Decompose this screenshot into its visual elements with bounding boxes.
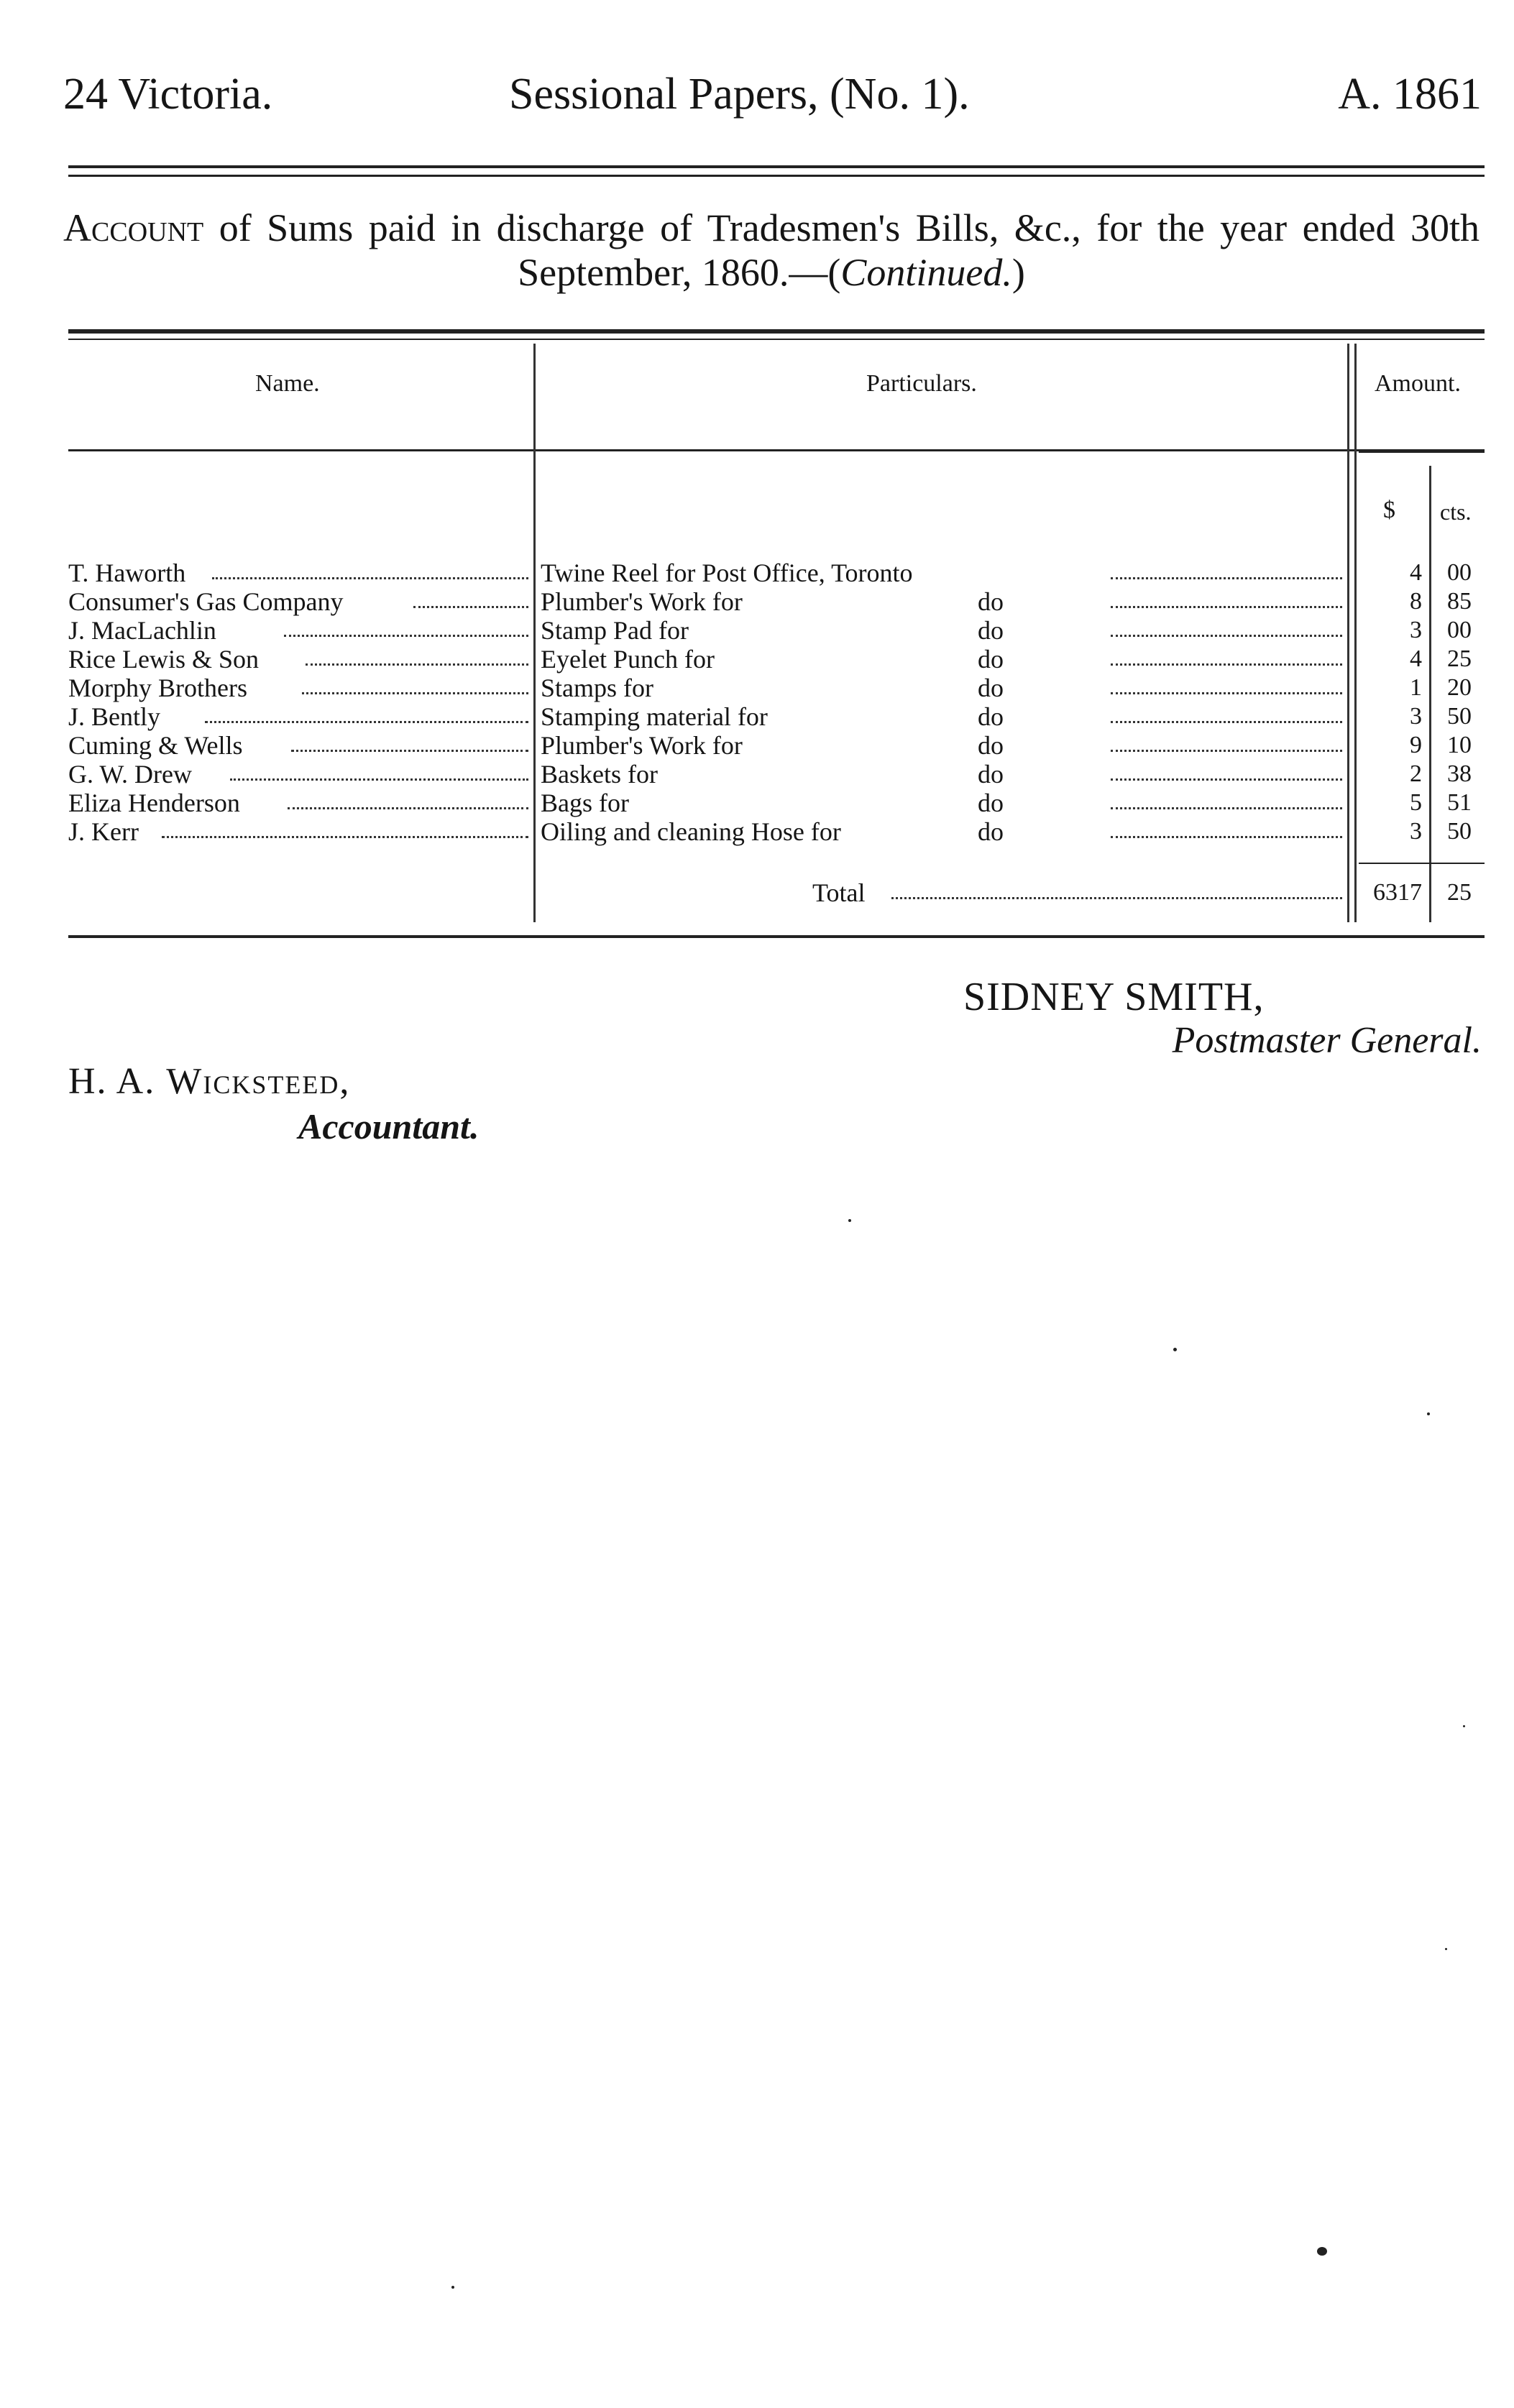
name-leader: [212, 577, 528, 579]
name-leader: [291, 750, 528, 752]
row-particulars: Stamps for: [541, 674, 653, 702]
name-leader: [284, 635, 528, 637]
row-ditto: do: [978, 616, 1004, 645]
row-dollars: 3: [1410, 818, 1422, 845]
row-name: Rice Lewis & Son: [68, 645, 259, 674]
name-leader: [306, 663, 528, 666]
accountant-surname: Wicksteed,: [166, 1061, 351, 1102]
name-leader: [413, 606, 528, 608]
row-dollars: 5: [1410, 789, 1422, 816]
column-divider-particulars: [1347, 344, 1349, 922]
caption-close: ): [1011, 251, 1025, 294]
row-cents: 25: [1447, 645, 1472, 672]
particulars-leader: [1111, 635, 1342, 637]
row-name: J. Kerr: [68, 817, 139, 846]
scan-speck: [848, 1219, 851, 1222]
postmaster-title: Postmaster General.: [1172, 1020, 1482, 1061]
column-header-name: Name.: [255, 370, 320, 397]
scan-speck: [1173, 1348, 1177, 1351]
row-particulars: Stamp Pad for: [541, 616, 689, 645]
row-cents: 10: [1447, 732, 1472, 758]
caption-text: of Sums paid in discharge of Tradesmen's Bills, &c., for the year ended 30th September, 1860.—(: [203, 206, 1479, 294]
column-divider-cents: [1429, 466, 1431, 922]
row-ditto: do: [978, 760, 1004, 789]
row-name: G. W. Drew: [68, 760, 192, 789]
row-cents: 50: [1447, 703, 1472, 730]
row-ditto: do: [978, 731, 1004, 760]
particulars-leader: [1111, 778, 1342, 781]
header-session: 24 Victoria.: [63, 70, 273, 119]
row-ditto: do: [978, 645, 1004, 674]
row-particulars: Oiling and cleaning Hose for: [541, 817, 841, 846]
row-ditto: do: [978, 817, 1004, 846]
particulars-leader: [1111, 577, 1342, 579]
caption-continued: Continued.: [840, 251, 1012, 294]
row-ditto: do: [978, 789, 1004, 817]
total-dollars: 6317: [1373, 879, 1422, 906]
table-rule-top-thin: [68, 339, 1485, 340]
column-header-amount: Amount.: [1375, 370, 1461, 397]
row-particulars: Stamping material for: [541, 702, 768, 731]
row-cents: 20: [1447, 674, 1472, 701]
row-name: T. Haworth: [68, 559, 186, 587]
row-dollars: 2: [1410, 760, 1422, 787]
row-dollars: 4: [1410, 645, 1422, 672]
row-dollars: 1: [1410, 674, 1422, 701]
row-name: J. MacLachlin: [68, 616, 216, 645]
name-leader: [288, 807, 528, 809]
total-leader: [891, 897, 1342, 899]
column-header-cents: cts.: [1440, 499, 1472, 525]
row-cents: 51: [1447, 789, 1472, 816]
column-divider-particulars-2: [1354, 344, 1357, 922]
row-name: Cuming & Wells: [68, 731, 243, 760]
particulars-leader: [1111, 750, 1342, 752]
amount-subheader-rule: [1359, 451, 1485, 453]
row-dollars: 8: [1410, 588, 1422, 615]
row-name: Eliza Henderson: [68, 789, 240, 817]
header-rule-top: [68, 165, 1485, 168]
row-particulars: Bags for: [541, 789, 629, 817]
name-leader: [230, 778, 528, 781]
name-leader: [162, 836, 528, 838]
particulars-leader: [1111, 663, 1342, 666]
total-cents: 25: [1447, 879, 1472, 906]
row-cents: 38: [1447, 760, 1472, 787]
particulars-leader: [1111, 692, 1342, 694]
row-dollars: 4: [1410, 559, 1422, 586]
row-ditto: do: [978, 674, 1004, 702]
row-dollars: 9: [1410, 732, 1422, 758]
total-label: Total: [812, 878, 866, 907]
particulars-leader: [1111, 807, 1342, 809]
scan-speck: [451, 2286, 454, 2289]
row-ditto: do: [978, 587, 1004, 616]
row-name: Morphy Brothers: [68, 674, 247, 702]
column-header-dollars: $: [1383, 497, 1395, 523]
scan-speck: [1445, 1948, 1447, 1950]
header-rule-bottom: [68, 175, 1485, 177]
header-year: A. 1861: [1338, 70, 1482, 119]
row-name: Consumer's Gas Company: [68, 587, 344, 616]
row-cents: 00: [1447, 617, 1472, 643]
particulars-leader: [1111, 606, 1342, 608]
row-dollars: 3: [1410, 703, 1422, 730]
row-cents: 50: [1447, 818, 1472, 845]
accountant-title: Accountant.: [298, 1106, 480, 1146]
row-particulars: Plumber's Work for: [541, 587, 743, 616]
column-divider-name: [533, 344, 536, 922]
scan-speck: [1317, 2247, 1327, 2256]
postmaster-name: SIDNEY SMITH,: [963, 975, 1265, 1019]
row-particulars: Eyelet Punch for: [541, 645, 715, 674]
row-particulars: Twine Reel for Post Office, Toronto: [541, 559, 913, 587]
table-header-rule: [68, 449, 1485, 451]
particulars-leader: [1111, 721, 1342, 723]
row-name: J. Bently: [68, 702, 161, 731]
accountant-initials: H. A.: [68, 1061, 167, 1102]
total-rule: [1359, 863, 1485, 864]
row-cents: 00: [1447, 559, 1472, 586]
row-cents: 85: [1447, 588, 1472, 615]
account-caption: [63, 206, 1479, 295]
scan-speck: [1427, 1412, 1430, 1415]
column-header-particulars: Particulars.: [866, 370, 977, 397]
scan-speck: [1463, 1725, 1465, 1727]
name-leader: [302, 692, 528, 694]
row-particulars: Baskets for: [541, 760, 658, 789]
particulars-leader: [1111, 836, 1342, 838]
table-rule-bottom: [68, 935, 1485, 938]
table-rule-top: [68, 329, 1485, 334]
name-leader: [205, 721, 528, 723]
caption-lead: Account: [63, 206, 204, 249]
row-ditto: do: [978, 702, 1004, 731]
row-dollars: 3: [1410, 617, 1422, 643]
accountant-name: [68, 1060, 350, 1103]
header-title: Sessional Papers, (No. 1).: [509, 70, 970, 119]
row-particulars: Plumber's Work for: [541, 731, 743, 760]
